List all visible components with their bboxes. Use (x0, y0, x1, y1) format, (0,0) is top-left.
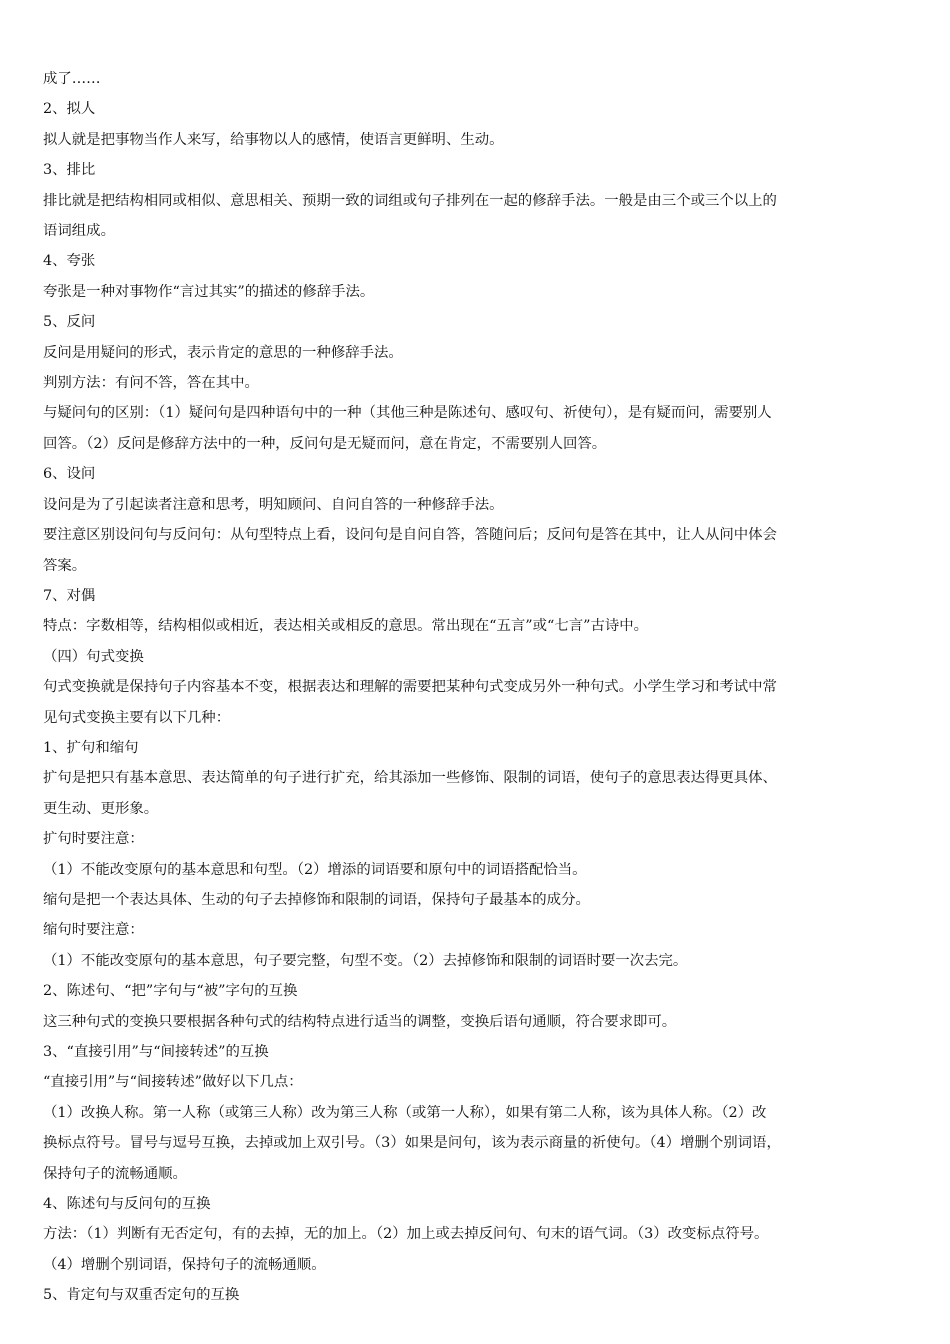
text-line: 反问是用疑问的形式，表示肯定的意思的一种修辞手法。 (43, 344, 403, 361)
text-line: 缩句时要注意： (43, 922, 144, 939)
text-line: 排比就是把结构相同或相似、意思相关、预期一致的词组或句子排列在一起的修辞手法。一般是由三个或三个以上的 (43, 192, 777, 209)
text-line: 拟人就是把事物当作人来写，给事物以人的感情，使语言更鲜明、生动。 (43, 131, 504, 148)
text-line: 与疑问句的区别：（1）疑问句是四种语句中的一种（其他三种是陈述句、感叹句、祈使句），是有疑而问，需要别人 (43, 405, 772, 422)
text-line: （1）不能改变原句的基本意思，句子要完整，句型不变。（2）去掉修饰和限制的词语时要一次去完。 (43, 952, 688, 969)
text-line: 换标点符号。冒号与逗号互换，去掉或加上双引号。（3）如果是问句，该为表示商量的祈使句。（4）增删个别词语， (43, 1135, 781, 1152)
text-line: 特点：字数相等，结构相似或相近，表达相关或相反的意思。常出现在“五言”或“七言”古诗中。 (43, 618, 649, 635)
section-heading: 4、夸张 (43, 253, 96, 270)
text-line: 要注意区别设问句与反问句：从句型特点上看，设问句是自问自答，答随问后；反问句是答在其中，让人从问中体会 (43, 527, 777, 544)
text-line: 更生动、更形象。 (43, 800, 159, 817)
section-heading: 5、肯定句与双重否定句的互换 (43, 1287, 240, 1304)
text-line: 回答。（2）反问是修辞方法中的一种，反问句是无疑而问，意在肯定，不需要别人回答。 (43, 435, 607, 452)
section-heading: 2、陈述句、“把”字句与“被”字句的互换 (43, 983, 298, 1000)
section-heading: 2、拟人 (43, 101, 96, 118)
text-line: （1）不能改变原句的基本意思和句型。（2）增添的词语要和原句中的词语搭配恰当。 (43, 861, 587, 878)
section-heading: 4、陈述句与反问句的互换 (43, 1196, 211, 1213)
text-line: 扩句是把只有基本意思、表达简单的句子进行扩充，给其添加一些修饰、限制的词语，使句子的意思表达得更具体、 (43, 770, 777, 787)
section-heading: 3、“直接引用”与“间接转述”的互换 (43, 1044, 269, 1060)
section-heading: 1、扩句和缩句 (43, 739, 139, 756)
text-line: 保持句子的流畅通顺。 (43, 1165, 187, 1182)
text-line: 成了…… (43, 71, 101, 87)
text-line: 见句式变换主要有以下几种： (43, 709, 231, 726)
text-line: “直接引用”与“间接转述”做好以下几点： (43, 1074, 303, 1091)
text-line: （1）改换人称。第一人称（或第三人称）改为第三人称（或第一人称），如果有第二人称，该为具体人称。（2）改 (43, 1104, 767, 1121)
section-heading: 7、对偶 (43, 587, 96, 604)
text-line: 夸张是一种对事物作“言过其实”的描述的修辞手法。 (43, 283, 375, 300)
text-line: 扩句时要注意： (43, 831, 144, 848)
text-line: 判别方法：有问不答，答在其中。 (43, 375, 259, 392)
text-line: 句式变换就是保持句子内容基本不变，根据表达和理解的需要把某种句式变成另外一种句式。小学生学习和考试中常 (43, 679, 777, 696)
text-line: 方法：（1）判断有无否定句，有的去掉，无的加上。（2）加上或去掉反问句、句末的语气词。（3）改变标点符号。 (43, 1226, 769, 1243)
text-line: 语词组成。 (43, 223, 115, 240)
section-heading: （四）句式变换 (43, 648, 144, 665)
section-heading: 5、反问 (43, 314, 96, 331)
document-body (43, 64, 909, 1311)
text-line: （4）增删个别词语，保持句子的流畅通顺。 (43, 1256, 326, 1273)
text-line: 答案。 (43, 557, 87, 574)
text-line: 设问是为了引起读者注意和思考，明知顾问、自问自答的一种修辞手法。 (43, 496, 504, 513)
section-heading: 6、设问 (43, 466, 96, 483)
text-line: 缩句是把一个表达具体、生动的句子去掉修饰和限制的词语，保持句子最基本的成分。 (43, 891, 590, 908)
section-heading: 3、排比 (43, 162, 96, 179)
text-line: 这三种句式的变换只要根据各种句式的结构特点进行适当的调整，变换后语句通顺，符合要求即可。 (43, 1013, 677, 1030)
